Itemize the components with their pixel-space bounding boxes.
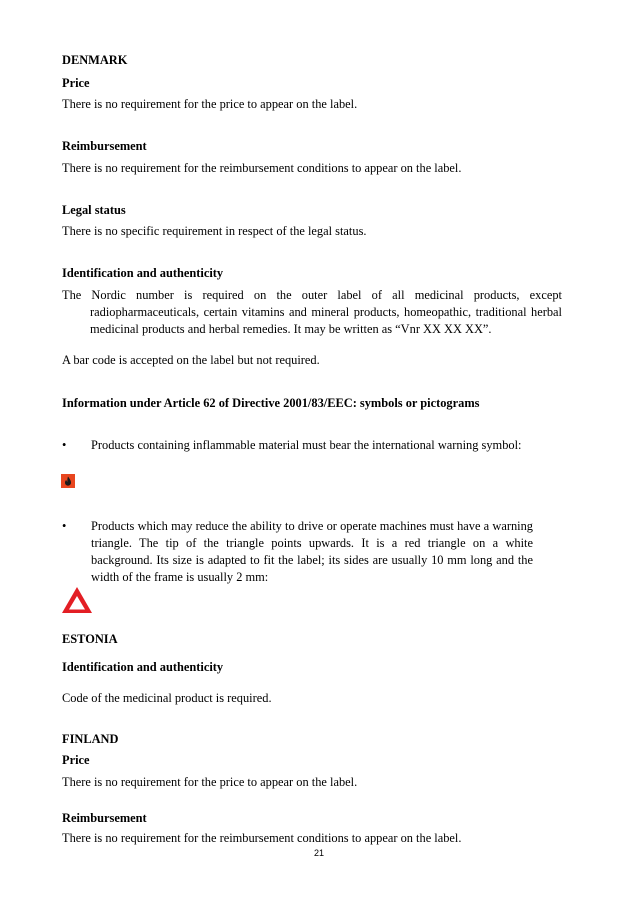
denmark-article-heading: Information under Article 62 of Directive 2001/83/EEC: symbols or pictograms: [62, 396, 480, 410]
estonia-heading: ESTONIA: [62, 632, 118, 646]
finland-reimbursement-heading: Reimbursement: [62, 811, 147, 825]
warning-triangle-icon: [61, 586, 93, 614]
denmark-legal-heading: Legal status: [62, 203, 126, 217]
denmark-price-text: There is no requirement for the price to appear on the label.: [62, 97, 358, 111]
denmark-identification-text: The Nordic number is required on the outer label of all medicinal products, except radiopharmaceuticals, certain vitamins and mineral products, homeopathic, traditional herbal medicinal products and herbal remedies. It may be written as “Vnr XX XX XX”.: [62, 288, 562, 336]
finland-heading: FINLAND: [62, 732, 119, 746]
denmark-reimbursement-text: There is no requirement for the reimbursement conditions to appear on the label.: [62, 161, 462, 175]
denmark-legal-text: There is no specific requirement in respect of the legal status.: [62, 224, 367, 238]
estonia-identification-heading: Identification and authenticity: [62, 660, 224, 674]
denmark-identification-heading: Identification and authenticity: [62, 266, 224, 280]
bullet-marker: •: [62, 438, 67, 452]
denmark-heading: DENMARK: [62, 53, 128, 67]
flammable-warning-icon: [61, 474, 75, 488]
bullet-driving-text: Products which may reduce the ability to drive or operate machines must have a warning triangle. The tip of the triangle points upwards. It is a red triangle on a white background. Its size is adapted to fit the label; its sides are usually 10 mm long and the width of the frame is usually 2 mm:: [91, 519, 533, 584]
denmark-barcode-text: A bar code is accepted on the label but not required.: [62, 353, 320, 367]
finland-price-heading: Price: [62, 753, 90, 767]
estonia-identification-text: Code of the medicinal product is required.: [62, 691, 272, 705]
page-number: 21: [313, 848, 324, 858]
denmark-reimbursement-heading: Reimbursement: [62, 139, 147, 153]
finland-reimbursement-text: There is no requirement for the reimbursement conditions to appear on the label.: [62, 831, 462, 845]
bullet-inflammable-text: Products containing inflammable material must bear the international warning symbol:: [91, 438, 522, 452]
bullet-marker: •: [62, 519, 67, 533]
finland-price-text: There is no requirement for the price to appear on the label.: [62, 775, 358, 789]
denmark-price-heading: Price: [62, 76, 90, 90]
